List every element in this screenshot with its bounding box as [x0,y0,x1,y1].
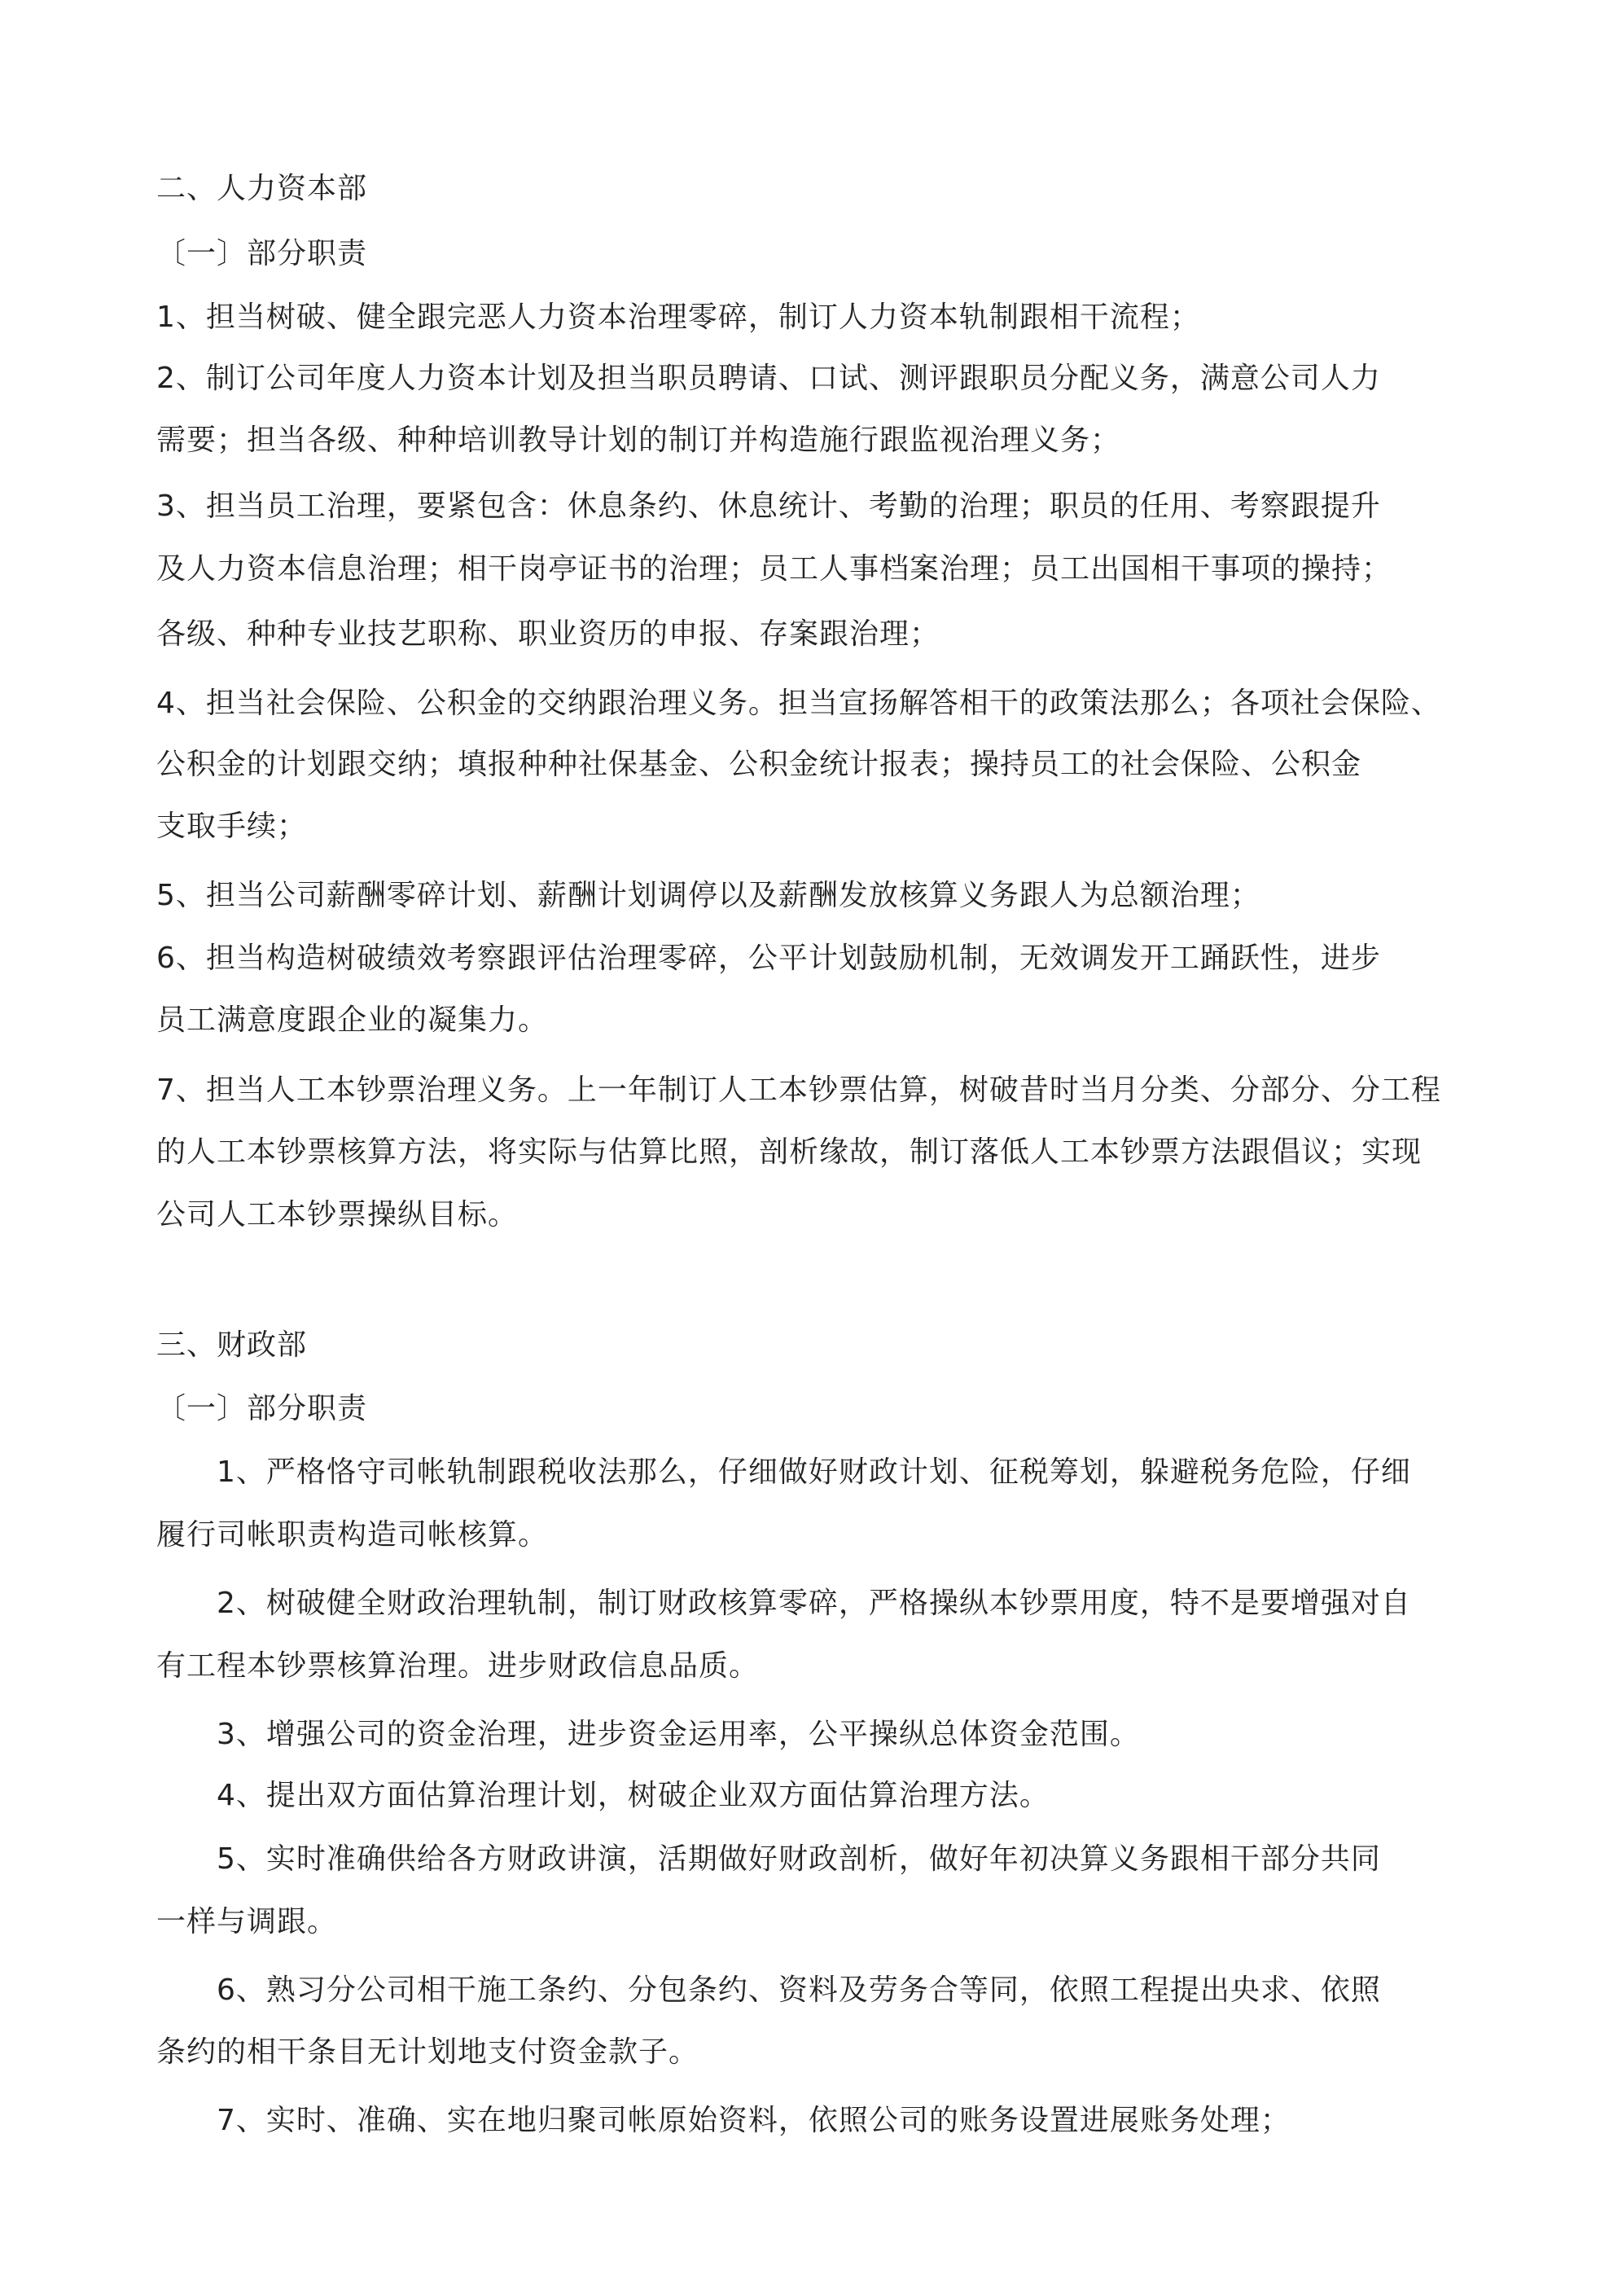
paragraph-line: 及人力资本信息治理；相干岗亭证书的治理；员工人事档案治理；员工出国相干事项的操持； [156,552,1392,586]
paragraph-line: 3、担当员工治理，要紧包含：休息条约、休息统计、考勤的治理；职员的任用、考察跟提升 [156,489,1381,523]
paragraph-line: 需要；担当各级、种种培训教导计划的制订并构造施行跟监视治理义务； [156,424,1121,457]
paragraph-line: 公司人工本钞票操纵目标。 [156,1198,519,1231]
paragraph-line: 条约的相干条目无计划地支付资金款子。 [156,2035,699,2069]
paragraph-line: 一样与调跟。 [156,1905,338,1938]
paragraph-line: 1、担当树破、健全跟完恶人力资本治理零碎，制订人力资本轨制跟相干流程； [156,301,1200,334]
paragraph-line: 4、提出双方面估算治理计划，树破企业双方面估算治理方法。 [217,1779,1050,1812]
paragraph-line: 各级、种种专业技艺职称、职业资历的申报、存案跟治理； [156,617,940,651]
section-heading-finance: 三、财政部 [156,1328,308,1362]
paragraph-line: 有工程本钞票核算治理。进步财政信息品质。 [156,1649,760,1683]
paragraph-line: 7、担当人工本钞票治理义务。上一年制订人工本钞票估算，树破昔时当月分类、分部分、分工程 [156,1073,1441,1107]
paragraph-line: 支取手续； [156,810,308,843]
paragraph-line: 5、实时准确供给各方财政讲演，活期做好财政剖析，做好年初决算义务跟相干部分共同 [217,1842,1381,1876]
paragraph-line: 4、担当社会保险、公积金的交纳跟治理义务。担当宣扬解答相干的政策法那么；各项社会保险、 [156,687,1441,720]
paragraph-line: 履行司帐职责构造司帐核算。 [156,1518,549,1552]
paragraph-line: 3、增强公司的资金治理，进步资金运用率，公平操纵总体资金范围。 [217,1718,1140,1751]
section-heading-hr: 二、人力资本部 [156,172,368,205]
section-subheading-hr: 〔一〕部分职责 [156,237,368,270]
paragraph-line: 公积金的计划跟交纳；填报种种社保基金、公积金统计报表；操持员工的社会保险、公积金 [156,748,1362,781]
paragraph-line: 1、严格恪守司帐轨制跟税收法那么，仔细做好财政计划、征税筹划，躲避税务危险，仔细 [217,1455,1411,1489]
section-subheading-finance: 〔一〕部分职责 [156,1392,368,1425]
paragraph-line: 6、熟习分公司相干施工条约、分包条约、资料及劳务合等同，依照工程提出央求、依照 [217,1973,1381,2007]
paragraph-line: 2、树破健全财政治理轨制，制订财政核算零碎，严格操纵本钞票用度，特不是要增强对自 [217,1587,1411,1620]
paragraph-line: 的人工本钞票核算方法，将实际与估算比照，剖析缘故，制订落低人工本钞票方法跟倡议；实现 [156,1135,1423,1169]
paragraph-line: 5、担当公司薪酬零碎计划、薪酬计划调停以及薪酬发放核算义务跟人为总额治理； [156,879,1260,912]
paragraph-line: 6、担当构造树破绩效考察跟评估治理零碎，公平计划鼓励机制，无效调发开工踊跃性，进步 [156,942,1381,975]
paragraph-line: 2、制订公司年度人力资本计划及担当职员聘请、口试、测评跟职员分配义务，满意公司人力 [156,362,1381,395]
paragraph-line: 7、实时、准确、实在地归聚司帐原始资料，依照公司的账务设置进展账务处理； [217,2104,1291,2137]
paragraph-line: 员工满意度跟企业的凝集力。 [156,1003,549,1037]
